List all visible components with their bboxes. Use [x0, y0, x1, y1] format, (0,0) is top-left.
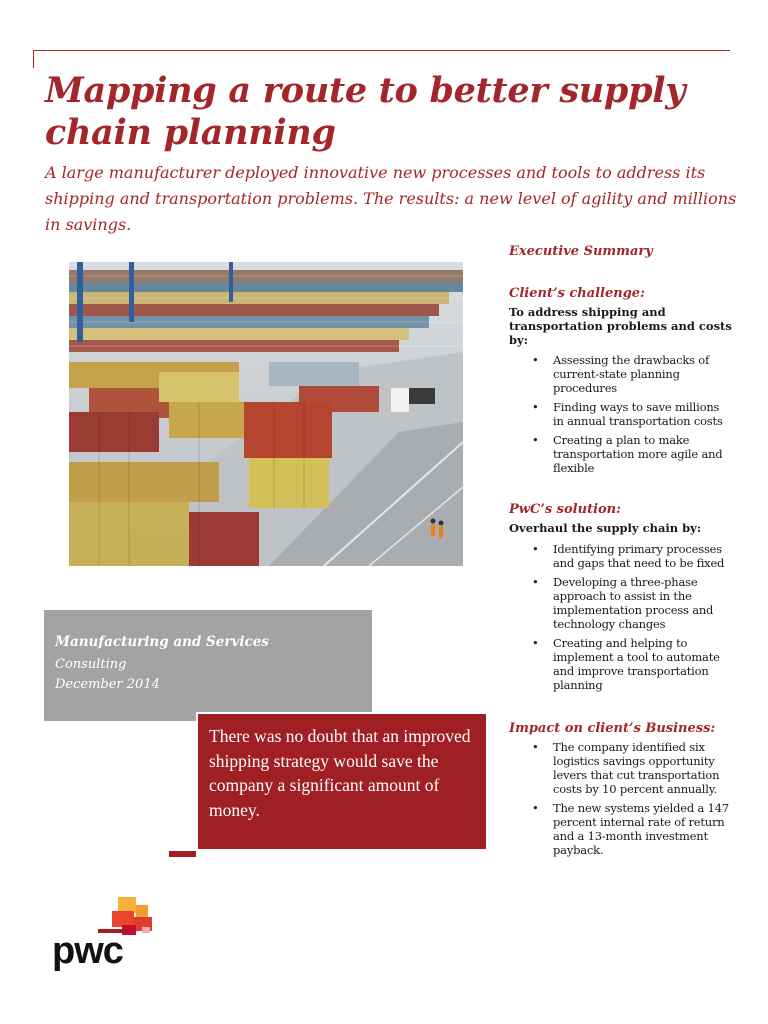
challenge-lead: To address shipping and transportation problems and costs by:	[509, 305, 732, 347]
date-label: December 2014	[55, 677, 160, 692]
top-rule-tick	[33, 50, 34, 68]
pull-quote-text: There was no doubt that an improved shipping strategy would save the company a significant amount of money.	[209, 726, 471, 820]
impact-list	[532, 740, 732, 862]
solution-list	[532, 542, 732, 697]
pull-quote	[196, 712, 486, 849]
list-item: • Finding ways to save millions in annual transportation costs	[532, 400, 732, 428]
hero-image	[69, 262, 463, 566]
info-box	[44, 610, 372, 721]
page-subtitle: A large manufacturer deployed innovative new processes and tools to address its shipping and transportation problems. The results: a new level of agility and millions in savings.	[45, 163, 737, 234]
list-item: • Creating and helping to implement a tool to automate and improve transportation planning	[532, 636, 732, 692]
list-item: • Creating a plan to make transportation more agile and flexible	[532, 433, 732, 475]
pwc-logo-text: pwc	[52, 930, 123, 972]
executive-summary-heading: Executive Summary	[509, 244, 653, 259]
solution-lead: Overhaul the supply chain by:	[509, 521, 702, 535]
page-title: Mapping a route to better supply chain planning	[45, 70, 686, 153]
list-item: • Assessing the drawbacks of current-state planning procedures	[532, 353, 732, 395]
shipping-container-port-image	[69, 262, 463, 566]
challenge-heading: Client’s challenge:	[509, 286, 645, 301]
list-item: • The new systems yielded a 147 percent internal rate of return and a 13-month investment payback.	[532, 801, 732, 857]
impact-heading: Impact on client’s Business:	[509, 721, 716, 736]
solution-heading: PwC’s solution:	[509, 502, 621, 517]
list-item: • Identifying primary processes and gaps that need to be fixed	[532, 542, 732, 570]
pull-quote-accent	[169, 851, 196, 857]
list-item: • Developing a three-phase approach to assist in the implementation process and technology changes	[532, 575, 732, 631]
list-item: • The company identified six logistics savings opportunity levers that cut transportation costs by 10 percent annually.	[532, 740, 732, 796]
service-label: Consulting	[55, 657, 127, 672]
challenge-list	[532, 353, 732, 480]
industry-label: Manufacturing and Services	[55, 634, 269, 650]
top-rule	[33, 50, 730, 51]
